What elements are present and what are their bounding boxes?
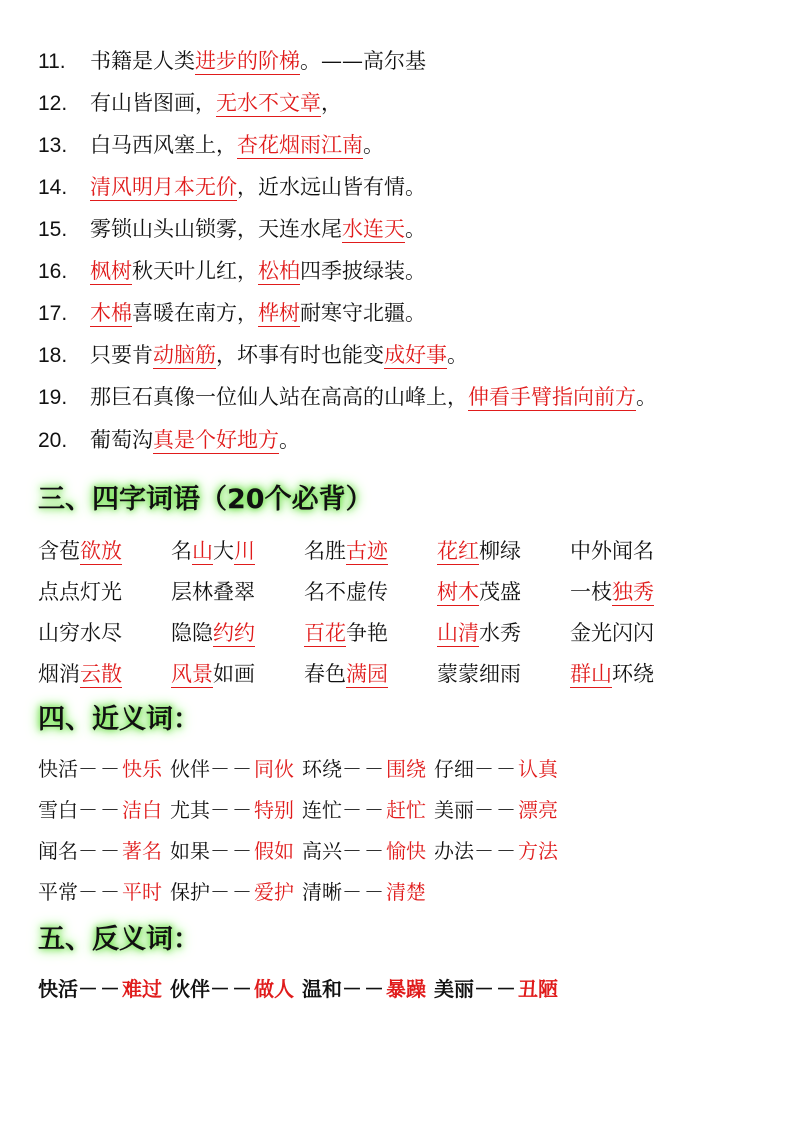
- sentence-answer: 清风明月本无价: [90, 175, 237, 199]
- dash-separator: －－: [474, 841, 518, 863]
- sentence-text: 。: [363, 133, 384, 157]
- antonym-word: 美丽: [434, 977, 474, 1001]
- synonym-word: 雪白: [38, 798, 78, 822]
- antonym-pair: [302, 969, 426, 1011]
- antonym-answer: 做人: [254, 977, 294, 1001]
- idiom-text: 如画: [213, 662, 255, 686]
- idiom-text: 金光闪闪: [570, 621, 654, 645]
- sentence-answer: 杏花烟雨江南: [237, 133, 363, 157]
- sentence-number: 20.: [38, 429, 68, 452]
- sentence-text: 。: [447, 343, 468, 367]
- sentence-answer: 松柏: [258, 259, 300, 283]
- synonym-answer: 赶忙: [386, 798, 426, 822]
- sentence-number: 11.: [38, 50, 66, 73]
- synonym-answer: 围绕: [386, 757, 426, 781]
- synonym-pair: [302, 872, 426, 914]
- dash-separator: －－: [78, 759, 122, 781]
- synonym-word: 连忙: [302, 798, 342, 822]
- sentence-answer: 枫树: [90, 259, 132, 283]
- dash-separator: －－: [210, 882, 254, 904]
- antonym-answer: 丑陋: [518, 977, 558, 1001]
- dash-separator: －－: [210, 841, 254, 863]
- sentence-line: [38, 124, 758, 166]
- idiom-answer: 欲放: [80, 539, 122, 563]
- idiom-text: 水秀: [479, 621, 521, 645]
- idiom-row: [38, 572, 758, 613]
- sentence-line: [38, 376, 758, 419]
- idiom-item: [38, 654, 171, 695]
- idiom-row: [38, 654, 758, 695]
- antonym-answer: 暴躁: [386, 977, 426, 1001]
- synonym-answer: 特别: [254, 798, 294, 822]
- sentence-text: 。——高尔基: [300, 49, 426, 73]
- synonym-row: [38, 749, 758, 790]
- idiom-text: 隐隐: [171, 621, 213, 645]
- idiom-row: [38, 531, 758, 572]
- section-3-heading: 三、四字词语（20个必背）: [38, 484, 373, 515]
- idiom-text: 蒙蒙细雨: [437, 662, 521, 686]
- idiom-item: [570, 613, 703, 654]
- idiom-row: [38, 613, 758, 654]
- idiom-answer: 独秀: [612, 580, 654, 604]
- idiom-text: 含苞: [38, 539, 80, 563]
- idiom-text: 大: [213, 539, 234, 563]
- sentence-line: [38, 334, 758, 376]
- idiom-text: 烟消: [38, 662, 80, 686]
- synonym-pair: [38, 831, 162, 873]
- dash-separator: －－: [474, 759, 518, 781]
- synonym-pair: [38, 872, 162, 914]
- dash-separator: －－: [78, 841, 122, 863]
- idiom-text: 中外闻名: [570, 539, 654, 563]
- sentence-answer: 无水不文章: [216, 91, 321, 115]
- synonym-row: [38, 872, 758, 913]
- synonym-answer: 快乐: [122, 757, 162, 781]
- synonym-row: [38, 831, 758, 872]
- synonym-answer: 清楚: [386, 880, 426, 904]
- antonym-answer: 难过: [122, 977, 162, 1001]
- synonym-pair: [302, 749, 426, 791]
- synonym-answer: 洁白: [122, 798, 162, 822]
- synonym-word: 环绕: [302, 757, 342, 781]
- idiom-answer: 满园: [346, 662, 388, 686]
- dash-separator: －－: [342, 882, 386, 904]
- sentence-list: [38, 40, 758, 461]
- sentence-text: 那巨石真像一位仙人站在高高的山峰上，: [90, 385, 468, 409]
- idiom-answer: 川: [234, 539, 255, 563]
- sentence-text: 四季披绿装。: [300, 259, 426, 283]
- synonym-pair: [302, 831, 426, 873]
- idiom-item: [38, 613, 171, 654]
- idiom-text: 茂盛: [479, 580, 521, 604]
- idiom-answer: 花红: [437, 539, 479, 563]
- idiom-item: [437, 613, 570, 654]
- idiom-item: [437, 654, 570, 695]
- sentence-text: 有山皆图画，: [90, 91, 216, 115]
- synonym-answer: 愉快: [386, 839, 426, 863]
- sentence-line: [38, 250, 758, 292]
- idiom-text: 点点灯光: [38, 580, 122, 604]
- dash-separator: －－: [474, 979, 518, 1001]
- section-4-heading: 四、近义词：: [38, 704, 200, 735]
- synonym-list: [38, 749, 758, 913]
- synonym-word: 闻名: [38, 839, 78, 863]
- idiom-item: [437, 531, 570, 572]
- idiom-item: [304, 613, 437, 654]
- sentence-text: 雾锁山头山锁雾，天连水尾: [90, 217, 342, 241]
- sentence-text: 葡萄沟: [90, 428, 153, 452]
- idiom-item: [171, 531, 304, 572]
- synonym-word: 伙伴: [170, 757, 210, 781]
- sentence-line: [38, 166, 758, 208]
- synonym-pair: [170, 831, 294, 873]
- idiom-text: 环绕: [612, 662, 654, 686]
- sentence-number: 14.: [38, 176, 68, 199]
- synonym-answer: 著名: [122, 839, 162, 863]
- sentence-answer: 成好事: [384, 343, 447, 367]
- idiom-text: 山穷水尽: [38, 621, 122, 645]
- antonym-pair: [170, 969, 294, 1011]
- sentence-text: ，: [321, 91, 342, 115]
- idiom-text: 名胜: [304, 539, 346, 563]
- idiom-text: 一枝: [570, 580, 612, 604]
- idiom-text: 层林叠翠: [171, 580, 255, 604]
- synonym-word: 清晰: [302, 880, 342, 904]
- antonym-word: 快活: [38, 977, 78, 1001]
- synonym-word: 美丽: [434, 798, 474, 822]
- dash-separator: －－: [78, 979, 122, 1001]
- sentence-number: 19.: [38, 386, 68, 409]
- dash-separator: －－: [78, 882, 122, 904]
- idiom-text: 春色: [304, 662, 346, 686]
- dash-separator: －－: [210, 800, 254, 822]
- synonym-answer: 爱护: [254, 880, 294, 904]
- sentence-text: 白马西风塞上，: [90, 133, 237, 157]
- antonym-word: 温和: [302, 977, 342, 1001]
- section-5-heading: 五、反义词：: [38, 924, 200, 955]
- idiom-answer: 山清: [437, 621, 479, 645]
- synonym-word: 如果: [170, 839, 210, 863]
- idiom-item: [38, 572, 171, 613]
- idiom-text: 争艳: [346, 621, 388, 645]
- synonym-pair: [170, 790, 294, 832]
- sentence-text: 。: [405, 217, 426, 241]
- idiom-answer: 树木: [437, 580, 479, 604]
- sentence-answer: 伸看手臂指向前方: [468, 385, 636, 409]
- synonym-pair: [170, 872, 294, 914]
- idiom-item: [570, 531, 703, 572]
- synonym-pair: [38, 790, 162, 832]
- idiom-item: [171, 613, 304, 654]
- idiom-item: [171, 572, 304, 613]
- synonym-word: 快活: [38, 757, 78, 781]
- sentence-answer: 进步的阶梯: [195, 49, 300, 73]
- synonym-row: [38, 790, 758, 831]
- synonym-word: 尤其: [170, 798, 210, 822]
- sentence-text: 只要肯: [90, 343, 153, 367]
- idiom-text: 名不虚传: [304, 580, 388, 604]
- synonym-word: 平常: [38, 880, 78, 904]
- idiom-answer: 古迹: [346, 539, 388, 563]
- sentence-number: 12.: [38, 92, 68, 115]
- sentence-text: ，坏事有时也能变: [216, 343, 384, 367]
- sentence-text: 。: [636, 385, 657, 409]
- idiom-item: [304, 531, 437, 572]
- synonym-answer: 同伙: [254, 757, 294, 781]
- idiom-answer: 云散: [80, 662, 122, 686]
- synonym-answer: 漂亮: [518, 798, 558, 822]
- idiom-item: [570, 654, 703, 695]
- sentence-answer: 真是个好地方: [153, 428, 279, 452]
- sentence-number: 18.: [38, 344, 68, 367]
- idiom-answer: 山: [192, 539, 213, 563]
- idiom-item: [304, 572, 437, 613]
- synonym-pair: [434, 790, 558, 832]
- synonym-pair: [170, 749, 294, 791]
- idiom-item: [304, 654, 437, 695]
- antonym-pair: [38, 969, 162, 1011]
- idiom-answer: 风景: [171, 662, 213, 686]
- sentence-text: ，近水远山皆有情。: [237, 175, 426, 199]
- sentence-text: 喜暖在南方，: [132, 301, 258, 325]
- synonym-pair: [434, 749, 558, 791]
- idiom-answer: 百花: [304, 621, 346, 645]
- dash-separator: －－: [78, 800, 122, 822]
- idiom-item: [437, 572, 570, 613]
- sentence-number: 15.: [38, 218, 68, 241]
- sentence-line: [38, 82, 758, 124]
- idiom-text: 柳绿: [479, 539, 521, 563]
- sentence-line: [38, 419, 758, 461]
- sentence-text: 耐寒守北疆。: [300, 301, 426, 325]
- sentence-number: 16.: [38, 260, 68, 283]
- idiom-grid: [38, 531, 758, 695]
- synonym-word: 仔细: [434, 757, 474, 781]
- antonym-list: [38, 969, 758, 1010]
- idiom-item: [570, 572, 703, 613]
- synonym-word: 高兴: [302, 839, 342, 863]
- sentence-line: [38, 208, 758, 250]
- antonym-pair: [434, 969, 558, 1011]
- sentence-answer: 动脑筋: [153, 343, 216, 367]
- synonym-pair: [38, 749, 162, 791]
- synonym-pair: [302, 790, 426, 832]
- idiom-answer: 群山: [570, 662, 612, 686]
- antonym-word: 伙伴: [170, 977, 210, 1001]
- sentence-text: 书籍是人类: [90, 49, 195, 73]
- dash-separator: －－: [210, 759, 254, 781]
- synonym-answer: 平时: [122, 880, 162, 904]
- worksheet: [38, 40, 758, 1010]
- synonym-answer: 认真: [518, 757, 558, 781]
- dash-separator: －－: [342, 979, 386, 1001]
- antonym-row: [38, 969, 758, 1010]
- sentence-number: 17.: [38, 302, 68, 325]
- synonym-word: 保护: [170, 880, 210, 904]
- sentence-text: 。: [279, 428, 300, 452]
- synonym-pair: [434, 831, 558, 873]
- synonym-answer: 方法: [518, 839, 558, 863]
- dash-separator: －－: [474, 800, 518, 822]
- idiom-answer: 约约: [213, 621, 255, 645]
- sentence-text: 秋天叶儿红，: [132, 259, 258, 283]
- sentence-line: [38, 40, 758, 82]
- dash-separator: －－: [210, 979, 254, 1001]
- synonym-word: 办法: [434, 839, 474, 863]
- sentence-number: 13.: [38, 134, 68, 157]
- sentence-answer: 木棉: [90, 301, 132, 325]
- sentence-line: [38, 292, 758, 334]
- idiom-item: [171, 654, 304, 695]
- synonym-answer: 假如: [254, 839, 294, 863]
- idiom-text: 名: [171, 539, 192, 563]
- sentence-answer: 桦树: [258, 301, 300, 325]
- dash-separator: －－: [342, 841, 386, 863]
- dash-separator: －－: [342, 759, 386, 781]
- dash-separator: －－: [342, 800, 386, 822]
- idiom-item: [38, 531, 171, 572]
- sentence-answer: 水连天: [342, 217, 405, 241]
